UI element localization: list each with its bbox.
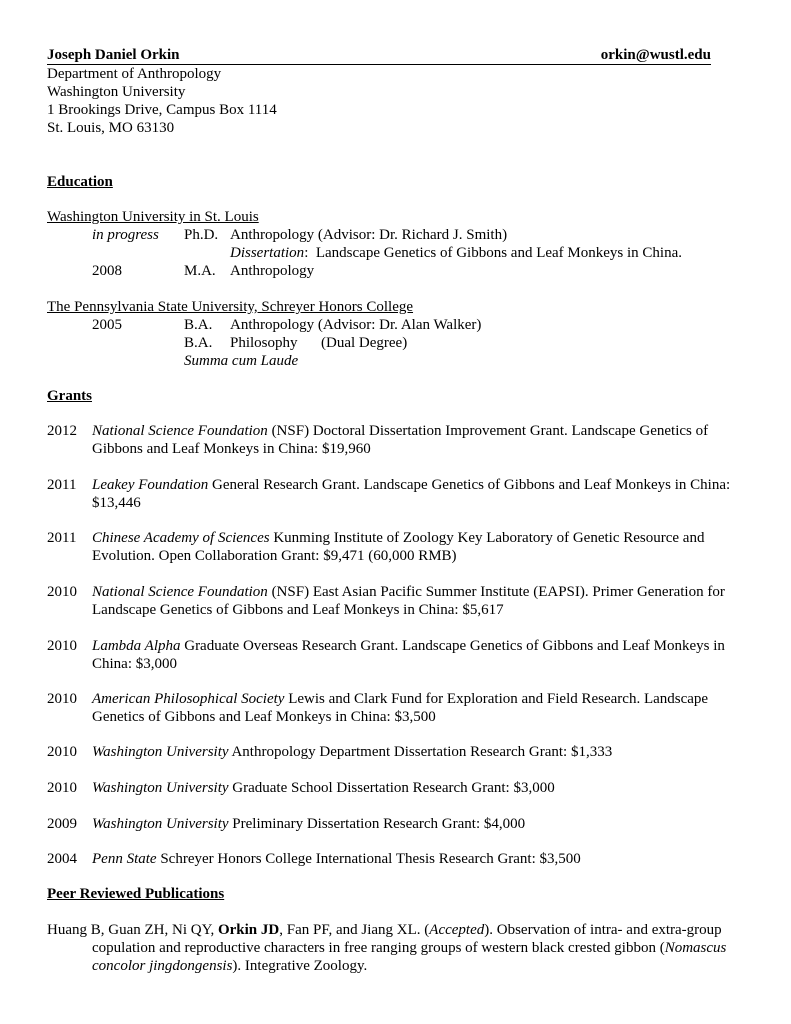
grant-funder: National Science Foundation [92, 584, 268, 600]
address-line-street: 1 Brookings Drive, Campus Box 1114 [47, 102, 277, 118]
grant-text [92, 637, 742, 673]
edu-ba1-degree: B.A. [184, 317, 213, 333]
dissertation-label: Dissertation [230, 245, 305, 261]
address-line-university: Washington University [47, 84, 186, 100]
edu-ba2-degree: B.A. [184, 335, 213, 351]
edu-ba2-note: (Dual Degree) [321, 335, 408, 351]
address-line-department: Department of Anthropology [47, 66, 222, 82]
section-heading-grants: Grants [47, 388, 92, 404]
edu-phd-field: Anthropology (Advisor: Dr. Richard J. Smith) [230, 227, 508, 243]
grant-year: 2010 [47, 584, 77, 600]
grant-funder: American Philosophical Society [92, 691, 285, 707]
grant-description: Anthropology Department Dissertation Research Grant: $1,333 [228, 744, 613, 760]
grant-description: Graduate Overseas Research Grant. Landscape Genetics of Gibbons and Leaf Monkeys in China: $3,000 [92, 638, 725, 672]
grant-funder: Washington University [92, 816, 229, 832]
grant-funder: Washington University [92, 780, 229, 796]
grant-year: 2010 [47, 691, 77, 707]
section-heading-publications: Peer Reviewed Publications [47, 886, 225, 902]
grant-funder: National Science Foundation [92, 423, 268, 439]
edu-honors: Summa cum Laude [184, 353, 299, 369]
header-line [47, 46, 711, 65]
grant-text [92, 583, 742, 619]
grant-description: General Research Grant. Landscape Genetics of Gibbons and Leaf Monkeys in China: $13,446 [92, 477, 731, 511]
edu-ma-degree: M.A. [184, 263, 216, 279]
grant-text [92, 779, 742, 797]
edu-phd-when: in progress [92, 227, 159, 243]
grant-funder: Penn State [92, 851, 157, 867]
edu-dissertation [230, 244, 682, 262]
grant-description: Lewis and Clark Fund for Exploration and Field Research. Landscape Genetics of Gibbons and Leaf Monkeys in China: $3,500 [92, 691, 709, 725]
pub-status: Accepted [429, 922, 485, 938]
dissertation-sep: : [304, 245, 316, 261]
grant-funder: Lambda Alpha [92, 638, 181, 654]
grant-description: (NSF) East Asian Pacific Summer Institute (EAPSI). Primer Generation for Landscape Genetics of Gibbons and Leaf Monkeys in China: $5,617 [92, 584, 725, 618]
grant-description: Schreyer Honors College International Thesis Research Grant: $3,500 [156, 851, 581, 867]
publication-entry [47, 921, 747, 975]
grant-text [92, 690, 742, 726]
pub-author-highlight: Orkin JD [217, 922, 280, 938]
grant-funder: Chinese Academy of Sciences [92, 530, 270, 546]
section-heading-education: Education [47, 174, 113, 190]
grant-year: 2004 [47, 851, 77, 867]
author-email[interactable]: orkin@wustl.edu [600, 47, 711, 63]
pub-authors-before: Huang B, Guan ZH, Ni QY, [47, 922, 218, 938]
grant-description: Preliminary Dissertation Research Grant: $4,000 [228, 816, 526, 832]
grant-year: 2011 [47, 530, 77, 546]
grant-year: 2010 [47, 744, 77, 760]
grant-description: Kunming Institute of Zoology Key Laboratory of Genetic Resource and Evolution. Open Collaboration Grant: $9,471 (60,000 RMB) [92, 530, 705, 564]
edu-ba1-field: Anthropology (Advisor: Dr. Alan Walker) [230, 317, 482, 333]
edu-institution-wustl: Washington University in St. Louis [47, 209, 259, 225]
grant-year: 2010 [47, 780, 77, 796]
grant-year: 2012 [47, 423, 77, 439]
grant-year: 2010 [47, 638, 77, 654]
grant-text [92, 850, 742, 868]
grant-text [92, 476, 742, 512]
pub-title-part2: ). Integrative Zoology. [232, 958, 368, 974]
edu-ba2-field: Philosophy [230, 335, 298, 351]
grant-description: Graduate School Dissertation Research Grant: $3,000 [228, 780, 555, 796]
grant-text [92, 529, 742, 565]
pub-species: Nomascus concolor jingdongensis [92, 940, 727, 974]
grant-text [92, 815, 742, 833]
grant-year: 2011 [47, 477, 77, 493]
address-line-city: St. Louis, MO 63130 [47, 120, 175, 136]
edu-phd-degree: Ph.D. [184, 227, 219, 243]
author-name: Joseph Daniel Orkin [47, 47, 180, 63]
dissertation-title: Landscape Genetics of Gibbons and Leaf Monkeys in China. [315, 245, 683, 261]
edu-ba-year: 2005 [92, 317, 122, 333]
grant-description: (NSF) Doctoral Dissertation Improvement Grant. Landscape Genetics of Gibbons and Leaf Monkeys in China: $19,960 [92, 423, 709, 457]
pub-authors-after: , Fan PF, and Jiang XL. ( [279, 922, 430, 938]
pub-title-part1: ). Observation of intra- and extra-group copulation and reproductive characters in free ranging groups of western black crested gibbon ( [92, 922, 722, 956]
grant-text [92, 422, 742, 458]
grant-text [92, 743, 742, 761]
edu-ma-field: Anthropology [230, 263, 315, 279]
grant-funder: Washington University [92, 744, 229, 760]
grant-year: 2009 [47, 816, 77, 832]
edu-ma-year: 2008 [92, 263, 122, 279]
edu-institution-psu: The Pennsylvania State University, Schreyer Honors College [47, 299, 414, 315]
grant-funder: Leakey Foundation [92, 477, 209, 493]
